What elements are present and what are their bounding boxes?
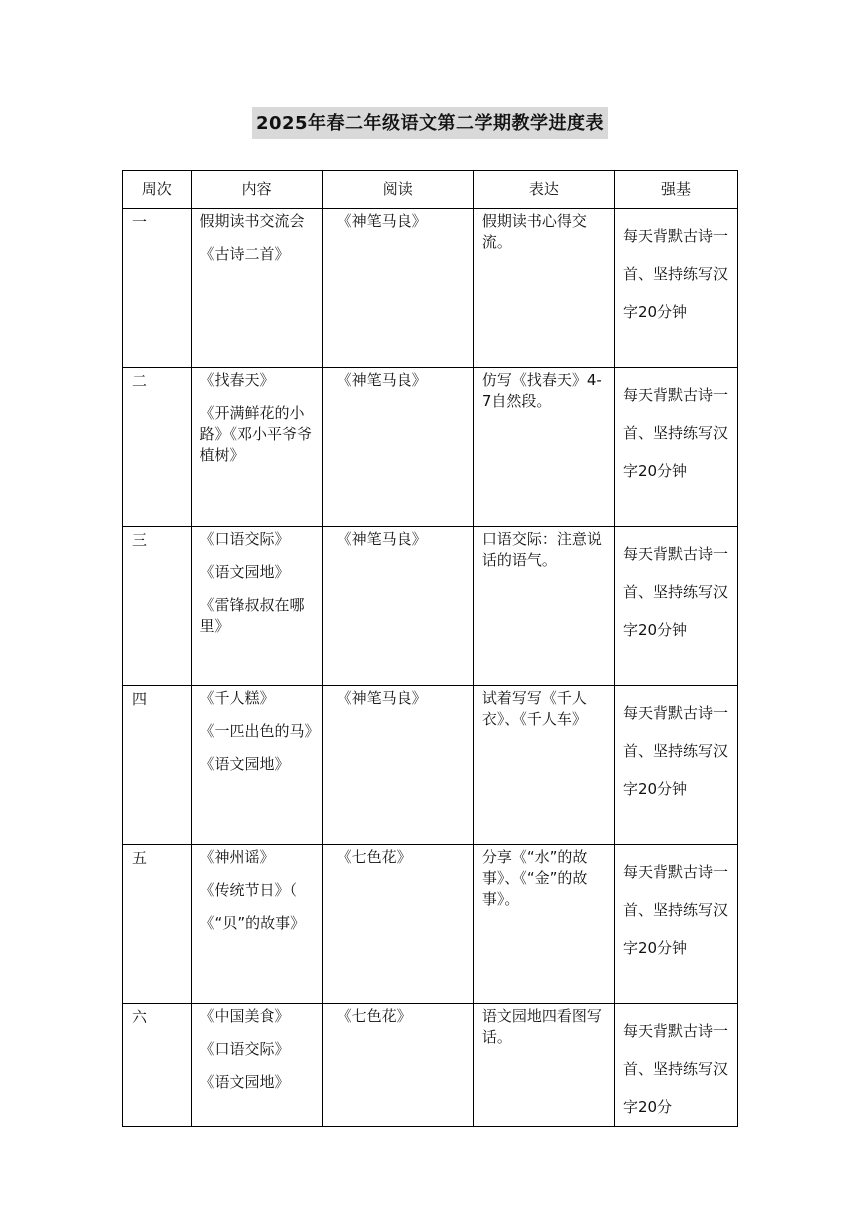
basics-cell: 每天背默古诗一首、坚持练写汉字20分钟 (614, 686, 737, 845)
table-row (123, 1004, 738, 1127)
reading-cell: 《七色花》 (322, 1004, 473, 1127)
basics-cell: 每天背默古诗一首、坚持练写汉字20分钟 (614, 845, 737, 1004)
expression-cell: 分享《“水”的故事》、《“金”的故事》。 (473, 845, 614, 1004)
expression-cell: 假期读书心得交流。 (473, 209, 614, 368)
week-cell: 二 (123, 368, 192, 527)
table-row (123, 686, 738, 845)
content-cell (191, 527, 322, 686)
content-cell (191, 686, 322, 845)
header-basics: 强基 (614, 171, 737, 209)
content-cell (191, 209, 322, 368)
content-item: 《千人糕》 (199, 689, 275, 707)
header-expression: 表达 (473, 171, 614, 209)
expression-cell: 语文园地四看图写话。 (473, 1004, 614, 1127)
content-item: 《传统节日》（ (199, 881, 298, 899)
content-item: 《语文园地》 (199, 563, 290, 581)
content-item: 《“贝”的故事》 (199, 914, 306, 932)
week-cell: 三 (123, 527, 192, 686)
week-cell: 四 (123, 686, 192, 845)
basics-cell: 每天背默古诗一首、坚持练写汉字20分钟 (614, 527, 737, 686)
expression-cell: 试着写写《千人衣》、《千人车》 (473, 686, 614, 845)
reading-cell: 《神笔马良》 (322, 527, 473, 686)
content-item: 《开满鲜花的小路》《邓小平爷爷植树》 (199, 404, 313, 464)
reading-cell: 《七色花》 (322, 845, 473, 1004)
content-item: 《找春天》 (199, 371, 275, 389)
content-item: 《语文园地》 (199, 1073, 290, 1091)
teaching-schedule-table (122, 170, 738, 1127)
table-row (123, 845, 738, 1004)
basics-cell: 每天背默古诗一首、坚持练写汉字20分钟 (614, 209, 737, 368)
content-cell (191, 1004, 322, 1127)
week-cell: 六 (123, 1004, 192, 1127)
table-row (123, 209, 738, 368)
reading-cell: 《神笔马良》 (322, 368, 473, 527)
content-item: 《口语交际》 (199, 1040, 290, 1058)
document-title-wrapper (0, 107, 860, 139)
basics-cell: 每天背默古诗一首、坚持练写汉字20分 (614, 1004, 737, 1127)
week-cell: 五 (123, 845, 192, 1004)
content-item: 《一匹出色的马》 (199, 722, 320, 740)
table-header-row (123, 171, 738, 209)
header-reading: 阅读 (322, 171, 473, 209)
content-cell (191, 368, 322, 527)
content-item: 《神州谣》 (199, 848, 275, 866)
reading-cell: 《神笔马良》 (322, 686, 473, 845)
reading-cell: 《神笔马良》 (322, 209, 473, 368)
content-item: 《语文园地》 (199, 755, 290, 773)
table-row (123, 527, 738, 686)
table-row (123, 368, 738, 527)
document-title: 2025年春二年级语文第二学期教学进度表 (252, 107, 608, 139)
content-item: 《口语交际》 (199, 530, 290, 548)
week-cell: 一 (123, 209, 192, 368)
expression-cell: 口语交际：注意说话的语气。 (473, 527, 614, 686)
content-item: 假期读书交流会 (199, 212, 305, 230)
header-content: 内容 (191, 171, 322, 209)
content-item: 《中国美食》 (199, 1007, 290, 1025)
content-item: 《古诗二首》 (199, 245, 290, 263)
content-item: 《雷锋叔叔在哪里》 (199, 596, 305, 635)
content-cell (191, 845, 322, 1004)
basics-cell: 每天背默古诗一首、坚持练写汉字20分钟 (614, 368, 737, 527)
header-week: 周次 (123, 171, 192, 209)
expression-cell: 仿写《找春天》4-7自然段。 (473, 368, 614, 527)
